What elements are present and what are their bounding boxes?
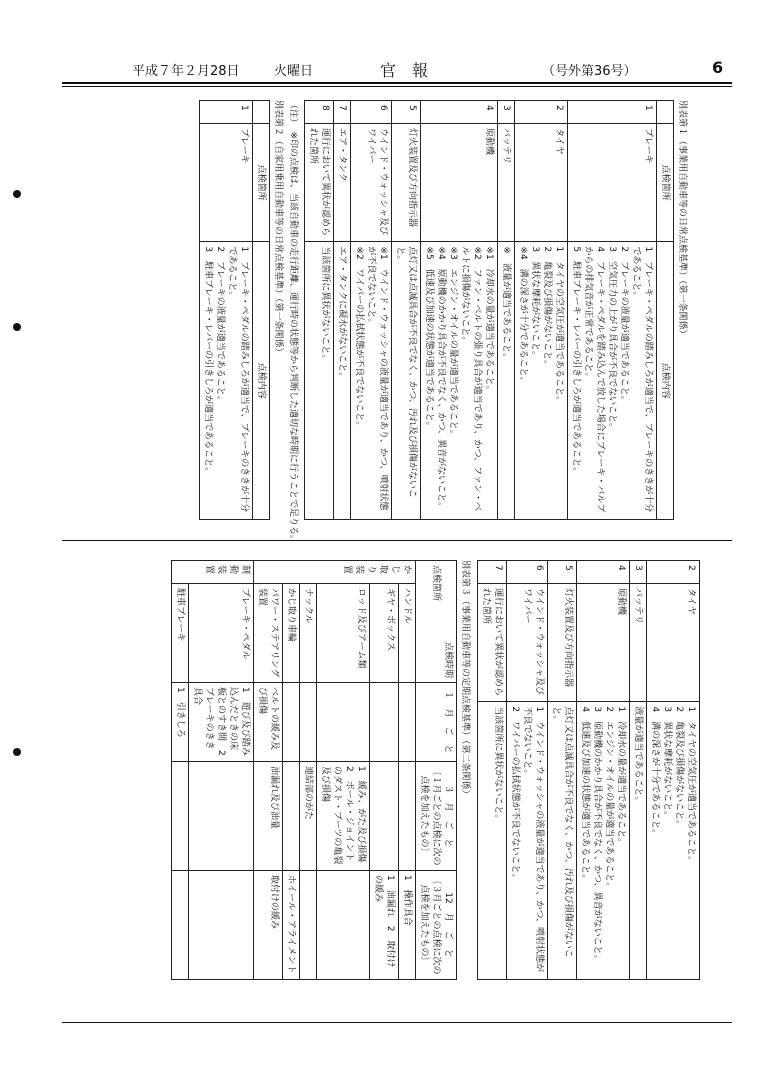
table3-m1 [399,683,416,762]
table1-row-part: 原動機 [421,123,498,241]
table2_cont-row-content [577,702,630,980]
table1-row-item: ※ 液量が適当であること。 [501,246,511,362]
table3-m1 [317,683,370,762]
table1-row [568,101,657,520]
table3-group: か じ 取 り 装 置 [254,561,416,584]
table3-m1 [300,683,317,762]
table1-row-part: ウインド・ウォッシャ及びワイパー [351,123,392,241]
table3-m12: 1 油漏れ 2 取付けの緩み [370,871,399,980]
table3-header-m1: １ 月 ご と [416,683,457,762]
table2-row-item: 3 駐車ブレーキ・レバーの引きしろが適当であること。 [203,246,213,477]
table3-part: ブレーキ・ペダル [189,584,254,683]
table2_cont-row [647,561,700,980]
table3-m12 [189,871,254,980]
table3-part: かじ取り車輪 [283,584,300,683]
section-separator [62,540,732,541]
table3-row [399,561,416,980]
table3-m1 [283,683,300,762]
table2-row-item: 1 ブレーキ・ペダルの踏みしろが適当で、ブレーキのききが十分であること。 [227,246,249,513]
binding-hole-3 [13,748,21,756]
table3-m3 [189,762,254,871]
table2_cont-row-number: 3 [630,561,647,584]
table3-m12 [172,871,189,980]
table1-row-item: 5 駐車ブレーキ・レバーの引きしろが適当であること。 [571,246,581,477]
table2_cont-row [507,561,548,980]
table1-row-number: 8 [305,101,334,124]
table3-m1: ベルトの緩み及び損傷 [254,683,283,762]
table1-row-content [334,242,351,520]
table1-row-content [498,242,515,520]
table2_cont-row [548,561,577,980]
table3-caption: 別表第３（事業用自動車等の定期点検基準）（第二条関係） [460,560,470,799]
table2_cont-row-content [548,702,577,980]
table1-row-number: 4 [421,101,498,124]
table3-header-m12-label: 12 月 ご と [443,892,453,958]
table3-header-m12-sub: 〔３月ごとの点検に次の点検を加えたもの〕 [419,875,441,975]
table2_cont-row-item: 液量が適当であること。 [633,706,643,806]
gazette-title: 官 報 [380,61,429,80]
table1-row-number: 1 [568,101,657,124]
table3-m3: 油漏れ及び油量 [254,762,283,871]
table2_cont-row-part: 運行において異状が認められた箇所 [478,583,507,701]
table3-part: パワー・ステアリング装置 [254,584,283,683]
table3-m3 [370,762,399,871]
table2_cont-row-number: 2 [647,561,700,584]
table1-row-content [568,242,657,520]
table1-row-number: 2 [515,101,568,124]
table2_cont-row-item: 当該箇所に異状がないこと。 [493,706,503,824]
table3-m3 [283,762,300,871]
footer-rule [62,1022,732,1023]
table3-part: ギヤ・ボックス [370,584,399,683]
table2_cont-row-content [507,702,548,980]
table3-row [317,561,370,980]
table2-continued [477,560,700,980]
table2_cont-row [577,561,630,980]
table1-row-item: 1 タイヤの空気圧が適当であること。 [554,246,564,405]
page-header [62,58,732,84]
table2 [199,100,270,520]
upper-rotated-block [199,100,690,545]
table2_cont-row-content [647,702,700,980]
table1-row-item: ※5 低速及び加速の状態が適当であること。 [424,246,434,431]
table1-row-part: 運行において異状が認められた箇所 [305,123,334,241]
table2_cont-row-item: 4 低速及び加速の状態が適当であること。 [580,706,590,884]
table2_cont-row-item: 2 亀裂及び損傷がないこと。 [674,706,684,830]
table1-row-item: ※2 ファン・ベルトの張り具合が適当であり、かつ、ファン・ベルトに損傷がないこと。 [460,246,482,511]
table3-m1: 1 遊び及び踏み込んだときの床板とのすき間 2 ブレーキのきき具合 [189,683,254,762]
table2_cont-row-item: 2 ワイパーの払拭状態が不良でないこと。 [510,706,520,883]
table1-header-part: 点検箇所 [657,123,674,241]
table1-row-item: ※1 冷却水の量が適当であること。 [484,246,494,395]
table3-m12: 取付けの緩み [254,871,283,980]
table1-row-content [351,242,392,520]
table1-row-item: エア・タンクに凝水がないこと。 [337,246,347,382]
table3-m3: 1 緩み、がた及び損傷 2 ボール・ジョイントのダスト・ブーツの亀裂及び損傷 [317,762,370,871]
table3-row [370,561,399,980]
binding-hole-2 [13,323,21,331]
issue-number: （号外第36号） [542,64,637,79]
table1-row-content [515,242,568,520]
header-rule-thin [62,86,732,87]
table2-row-number: 1 [200,101,253,124]
table2_cont-row-part: 灯火装置及び方向指示器 [548,583,577,701]
table1-row-number: 3 [498,101,515,124]
table2_cont-row-item: 2 エンジン・オイルの量が適当であること。 [604,706,614,892]
table1-row-content [421,242,498,520]
table1-row-item: 当該箇所に異状がないこと。 [320,246,330,364]
table3-header-m3-label: ３ 月 ご と [443,784,453,848]
table2_cont-row-number: 4 [577,561,630,584]
table3-m12 [317,871,370,980]
table1-row-content [392,242,421,520]
table3-row [189,561,254,980]
table3-header-m3 [416,762,457,871]
binding-hole-1 [13,190,21,198]
table1-row-item: 点灯又は点滅具合が不良でなく、かつ、汚れ及び損傷がないこと。 [395,246,417,498]
table3-m3: 連結部のがた [300,762,317,871]
table2_cont-row-number: 7 [478,561,507,584]
table2_cont-row-item: 点灯又は点滅具合が不良でなく、かつ、汚れ及び損傷がないこと。 [551,706,573,958]
table3-m1: 1 引きしろ [172,683,189,762]
table1-row-number: 6 [351,101,392,124]
table2_cont-row-part: バッテリ [630,583,647,701]
header-rule [62,82,732,84]
table1-row-item: ※4 原動機のかかり具合が不良でなく、かつ、異音がないこと。 [436,246,446,512]
table1-row [421,101,498,520]
table2-row [200,101,253,520]
table1-row [498,101,515,520]
table1-row-item: ※4 溝の深さが十分であること。 [518,246,528,386]
page-number: 6 [712,58,724,77]
table3-corner [416,561,457,683]
table1-row-item: 4 ブレーキ・ペダルを踏み込んで放した場合にブレーキ・バルブからの排気音が正常であること。 [583,246,605,513]
table3-row [172,561,189,980]
table1-row-content [305,242,334,520]
table3-header-m3-sub: 〔１月ごとの点検に次の点検を加えたもの〕 [419,766,441,866]
table2_cont-row [630,561,647,980]
table3-header-m12 [416,871,457,980]
table1-row-item: ※1 ウインド・ウォッシャの液量が適当であり、かつ、噴射状態が不良でないこと。 [366,246,388,511]
table3-m12: ホイール・アライメント [283,871,300,980]
table2_cont-row-part: 原動機 [577,583,630,701]
table3-group: 制 動 装 置 [172,561,254,584]
table1-header-content: 点検内容 [657,242,674,520]
table3-row [283,561,300,980]
table1-row [392,101,421,520]
table1-row-item: 2 ブレーキの液量が適当であること。 [619,246,629,405]
table2_cont-row-number: 6 [507,561,548,584]
table3-m12: 1 操作具合 [399,871,416,980]
table2_cont-row-part: タイヤ [647,583,700,701]
table1-row-item: ※3 エンジン・オイルの量が適当であること。 [448,246,458,439]
table1-row-item: 2 亀裂及び損傷がないこと。 [542,246,552,370]
issue-weekday: 火曜日 [274,64,314,79]
table3-m1 [370,683,399,762]
table2_cont-row-content [630,702,647,980]
table3 [171,560,457,980]
table3-m12 [300,871,317,980]
table2_cont-row-item: 3 異状な摩耗がないこと。 [662,706,672,821]
table2_cont-row [478,561,507,980]
table3-m3 [172,762,189,871]
table2-row-item: 2 ブレーキの液量が適当であること。 [215,246,225,405]
table1-row-item: 1 ブレーキ・ペダルの踏みしろが適当で、ブレーキのききが十分であること。 [631,246,653,513]
table3-corner-top: 点検時期 [443,641,453,678]
table2_cont-row-item: 1 ウインド・ウォッシャの液量が適当であり、かつ、噴射状態が不良でないこと。 [522,706,544,972]
table2_cont-row-item: 1 冷却水の量が適当であること。 [616,706,626,848]
table2-row-part: ブレーキ [200,123,253,241]
table3-m3 [399,762,416,871]
issue-date: 平成７年２月28日 [132,64,240,79]
table2_cont-row-item: 4 溝の深さが十分であること。 [650,706,660,839]
table3-part: ロッド及びアーム類 [317,584,370,683]
table1-note: （注） ※印の点検は、当該自動車の走行距離、運行時の状態等から判断した適切な時期に行うことで足りる。 [288,100,298,545]
table2_cont-row-item: 3 原動機のかかり具合が不良でなく、かつ、異音がないこと。 [592,706,602,964]
table1-row [305,101,334,520]
table3-part: ナックル [300,584,317,683]
table2-row-content [200,242,253,520]
table1-row-number: 7 [334,101,351,124]
table1-row-part: ブレーキ [568,123,657,241]
table1 [304,100,674,520]
table3-row [254,561,283,980]
table1-row-item: ※2 ワイパーの払拭状態が不良でないこと。 [354,246,364,431]
table1-row-part: エア・タンク [334,123,351,241]
table2_cont-row-item: 1 タイヤの空気圧が適当であること。 [686,706,696,865]
table2-header-part: 点検箇所 [253,123,270,241]
table1-row [351,101,392,520]
table2_cont-row-content [478,702,507,980]
table2_cont-row-number: 5 [548,561,577,584]
table1-row-number: 5 [392,101,421,124]
table3-part: 駐車ブレーキ [172,584,189,683]
table2-header-content: 点検内容 [253,242,270,520]
lower-rotated-block [171,560,700,980]
table1-row-item: 3 空気圧力の上がり具合が不良でないこと。 [607,246,617,433]
table1-row-item: 3 異状な摩耗がないこと。 [530,246,540,361]
table1-caption: 別表第１（事業用自動車等の日常点検基準）（第一条関係） [677,100,687,339]
table3-row [300,561,317,980]
table1-row [515,101,568,520]
table1-row-part: タイヤ [515,123,568,241]
table3-part: ハンドル [399,584,416,683]
table2-caption: 別表第２（自家用乗用自動車等の日常点検基準）（第一条関係） [273,100,283,357]
table1-row-part: 灯火装置及び方向指示器 [392,123,421,241]
table3-corner-bottom: 点検箇所 [431,565,441,602]
table1-row [334,101,351,520]
table1-row-part: バッテリ [498,123,515,241]
table2_cont-row-part: ウインド・ウォッシャ及びワイパー [507,583,548,701]
